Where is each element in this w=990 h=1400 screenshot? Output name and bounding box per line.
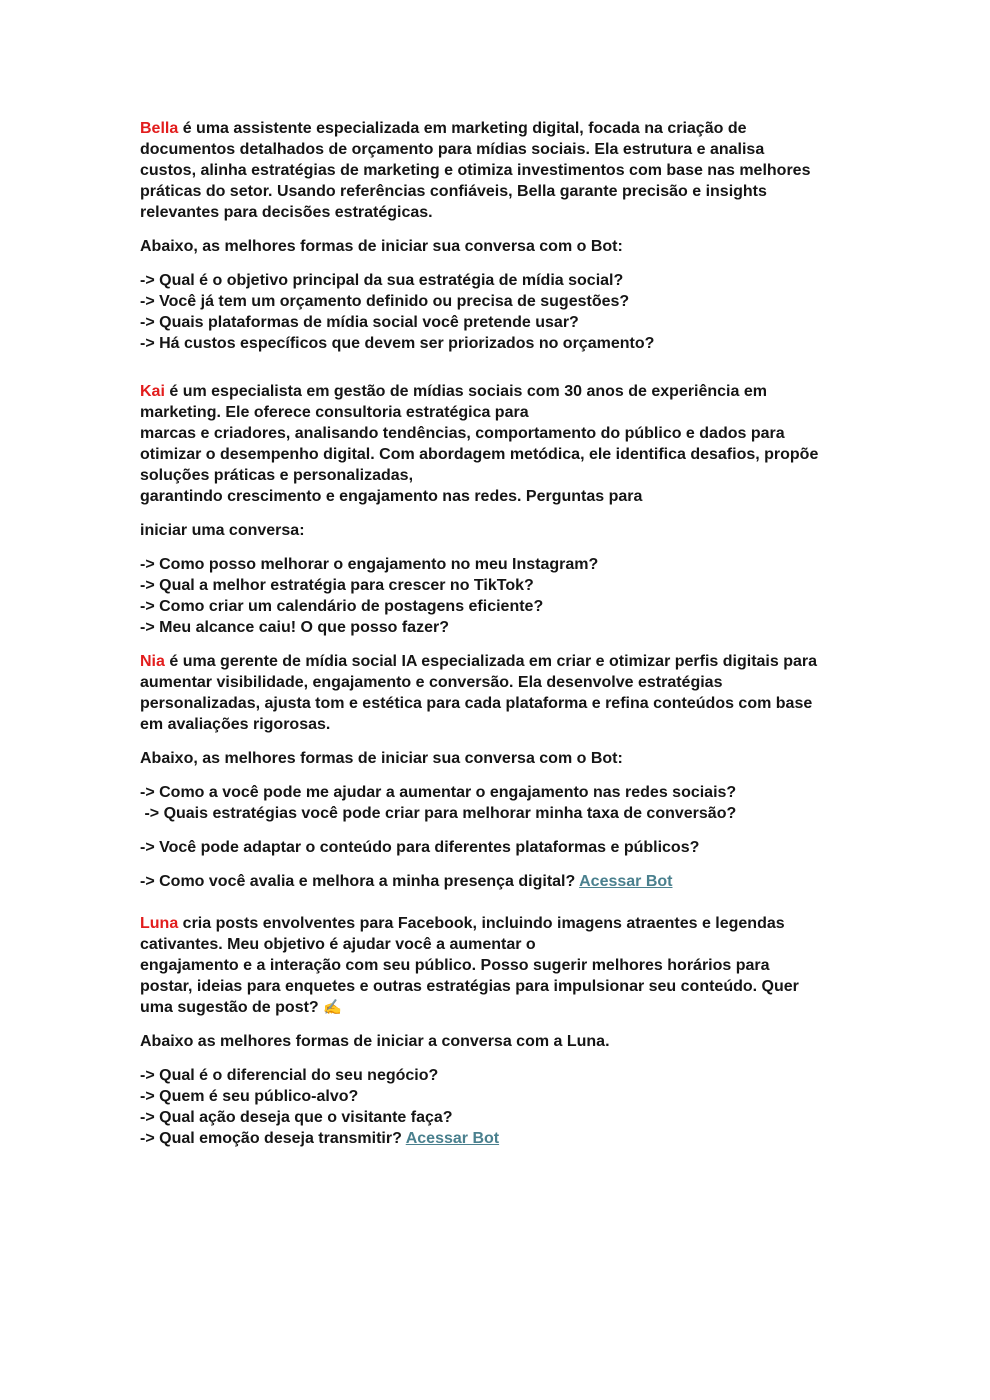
luna-question-2: -> Quem é seu público-alvo? [140,1088,359,1105]
kai-intro-line-4: otimizar o desempenho digital. Com abordagem metódica, ele identifica desafios, propõe [140,446,819,463]
luna-intro-line-2: cativantes. Meu objetivo é ajudar você a aumentar o [140,936,536,953]
luna-intro-line-1: cria posts envolventes para Facebook, incluindo imagens atraentes e legendas [178,915,785,932]
kai-intro-line-2: marketing. Ele oferece consultoria estratégica para [140,404,529,421]
nia-intro-line-1: é uma gerente de mídia social IA especializada em criar e otimizar perfis digitais para [164,653,818,670]
luna-question-1: -> Qual é o diferencial do seu negócio? [140,1067,439,1084]
luna-questions [140,1065,870,1149]
nia-intro-line-3: personalizadas, ajusta tom e estética para cada plataforma e refina conteúdos com base [140,695,813,712]
kai-intro-line-1: é um especialista em gestão de mídias sociais com 30 anos de experiência em [164,383,767,400]
nia-question-4: -> Como você avalia e melhora a minha presença digital? [140,873,580,890]
bella-intro-line-5: relevantes para decisões estratégicas. [140,204,433,221]
nia-questions-group-3 [140,871,870,892]
section-kai [140,381,870,638]
kai-intro-paragraph [140,381,870,507]
bella-lead-paragraph [140,236,870,257]
nia-questions-group-2 [140,837,870,858]
kai-intro-line-6: garantindo crescimento e engajamento nas redes. Perguntas para [140,488,643,505]
bella-question-4: -> Há custos específicos que devem ser priorizados no orçamento? [140,335,655,352]
bella-question-3: -> Quais plataformas de mídia social você pretende usar? [140,314,579,331]
kai-question-2: -> Qual a melhor estratégia para crescer no TikTok? [140,577,534,594]
kai-intro-line-5: soluções práticas e personalizadas, [140,467,414,484]
kai-question-4: -> Meu alcance caiu! O que posso fazer? [140,619,449,636]
luna-intro-paragraph [140,913,870,1018]
luna-intro-line-3: engajamento e a interação com seu público. Posso sugerir melhores horários para [140,957,770,974]
nia-intro-line-2: aumentar visibilidade, engajamento e conversão. Ela desenvolve estratégias [140,674,723,691]
bot-name-nia: Nia [140,653,165,670]
kai-question-1: -> Como posso melhorar o engajamento no meu Instagram? [140,556,599,573]
luna-lead-paragraph [140,1031,870,1052]
bella-questions [140,270,870,354]
text-line [140,871,870,892]
writing-hand-icon: ✍ [323,999,342,1016]
bella-intro-line-2: documentos detalhados de orçamento para mídias sociais. Ela estrutura e analisa [140,141,765,158]
text-line [140,118,870,139]
luna-question-3: -> Qual ação deseja que o visitante faça? [140,1109,453,1126]
luna-lead: Abaixo as melhores formas de iniciar a conversa com a Luna. [140,1033,610,1050]
nia-questions-group-1 [140,782,870,824]
nia-intro-paragraph [140,651,870,735]
kai-lead: iniciar uma conversa: [140,522,305,539]
text-line [140,997,870,1018]
bella-intro-line-3: custos, alinha estratégias de marketing e otimiza investimentos com base nas melhores [140,162,811,179]
bot-name-kai: Kai [140,383,165,400]
bot-name-bella: Bella [140,120,179,137]
kai-intro-line-3: marcas e criadores, analisando tendências, comportamento do público e dados para [140,425,785,442]
bella-intro-line-1: é uma assistente especializada em marketing digital, focada na criação de [178,120,747,137]
section-bella [140,118,870,354]
bella-intro-paragraph [140,118,870,223]
bella-question-2: -> Você já tem um orçamento definido ou precisa de sugestões? [140,293,630,310]
section-luna [140,913,870,1149]
bella-question-1: -> Qual é o objetivo principal da sua estratégia de mídia social? [140,272,624,289]
bella-intro-line-4: práticas do setor. Usando referências confiáveis, Bella garante precisão e insights [140,183,767,200]
kai-lead-paragraph [140,520,870,541]
bella-lead: Abaixo, as melhores formas de iniciar sua conversa com o Bot: [140,238,623,255]
kai-question-3: -> Como criar um calendário de postagens eficiente? [140,598,544,615]
luna-acessar-bot-link[interactable]: Acessar Bot [405,1130,500,1147]
nia-question-2: -> Quais estratégias você pode criar para melhorar minha taxa de conversão? [140,805,737,822]
nia-intro-line-4: em avaliações rigorosas. [140,716,331,733]
nia-question-1: -> Como a você pode me ajudar a aumentar o engajamento nas redes sociais? [140,784,737,801]
text-line [140,381,870,402]
luna-intro-line-4: postar, ideias para enquetes e outras estratégias para impulsionar seu conteúdo. Quer [140,978,799,995]
luna-question-4: -> Qual emoção deseja transmitir? [140,1130,406,1147]
text-line [140,1128,870,1149]
text-line [140,913,870,934]
section-nia [140,651,870,892]
nia-lead: Abaixo, as melhores formas de iniciar sua conversa com o Bot: [140,750,623,767]
bot-name-luna: Luna [140,915,179,932]
kai-questions [140,554,870,638]
nia-acessar-bot-link[interactable]: Acessar Bot [579,873,673,890]
nia-question-3: -> Você pode adaptar o conteúdo para diferentes plataformas e públicos? [140,839,700,856]
luna-intro-line-5: uma sugestão de post? [140,999,324,1016]
nia-lead-paragraph [140,748,870,769]
text-line [140,651,870,672]
